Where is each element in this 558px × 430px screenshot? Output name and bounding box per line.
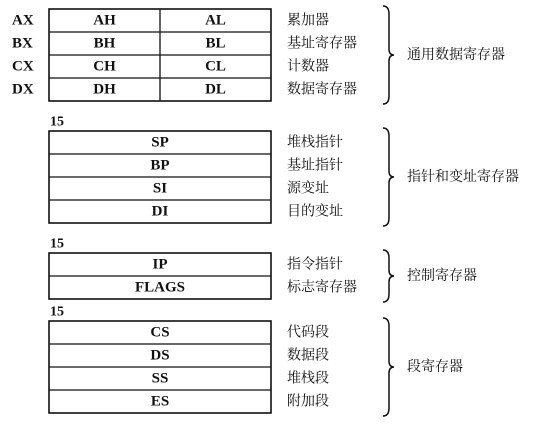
register-description: 目的变址 bbox=[287, 203, 343, 220]
bit-label: 15 bbox=[50, 236, 64, 252]
register-description: 累加器 bbox=[287, 12, 329, 29]
register-name: ES bbox=[150, 393, 170, 410]
register-name: SP bbox=[151, 134, 169, 151]
register-low-byte: BL bbox=[205, 35, 226, 52]
group-label: 段寄存器 bbox=[407, 359, 463, 375]
register-name: DI bbox=[151, 203, 169, 220]
register-name: CS bbox=[150, 324, 170, 341]
group-brace bbox=[383, 6, 394, 104]
register-name: IP bbox=[152, 256, 168, 273]
register-high-byte: AH bbox=[93, 12, 116, 29]
register-name: SS bbox=[151, 370, 169, 387]
register-name: DS bbox=[150, 347, 170, 364]
register-description: 附加段 bbox=[287, 393, 329, 410]
register-name: FLAGS bbox=[134, 279, 186, 296]
register-prefix: BX bbox=[12, 35, 33, 52]
bit-label: 15 bbox=[50, 114, 64, 130]
register-description: 计数器 bbox=[287, 58, 329, 75]
register-name: BP bbox=[150, 157, 170, 174]
bit-label: 15 bbox=[50, 304, 64, 320]
register-low-byte: DL bbox=[205, 81, 226, 98]
register-low-byte: CL bbox=[205, 58, 226, 75]
group-brace bbox=[383, 128, 394, 226]
register-low-byte: AL bbox=[205, 12, 226, 29]
register-description: 堆栈指针 bbox=[287, 134, 343, 151]
register-high-byte: CH bbox=[93, 58, 116, 75]
group-label: 通用数据寄存器 bbox=[407, 47, 505, 63]
group-label: 指针和变址寄存器 bbox=[407, 169, 519, 185]
group-brace bbox=[383, 250, 394, 302]
register-description: 源变址 bbox=[287, 180, 329, 197]
register-description: 基址寄存器 bbox=[287, 35, 357, 52]
register-prefix: AX bbox=[12, 12, 34, 29]
register-name: SI bbox=[152, 180, 168, 197]
register-prefix: CX bbox=[12, 58, 34, 75]
register-prefix: DX bbox=[12, 81, 34, 98]
group-label: 控制寄存器 bbox=[407, 268, 477, 284]
register-description: 数据段 bbox=[287, 347, 329, 364]
register-high-byte: BH bbox=[93, 35, 116, 52]
register-description: 数据寄存器 bbox=[287, 81, 357, 98]
register-high-byte: DH bbox=[93, 81, 116, 98]
register-description: 堆栈段 bbox=[287, 370, 329, 387]
group-brace bbox=[383, 318, 394, 416]
register-description: 标志寄存器 bbox=[287, 279, 357, 296]
register-description: 代码段 bbox=[287, 324, 329, 341]
register-description: 基址指针 bbox=[287, 157, 343, 174]
register-description: 指令指针 bbox=[287, 256, 343, 273]
